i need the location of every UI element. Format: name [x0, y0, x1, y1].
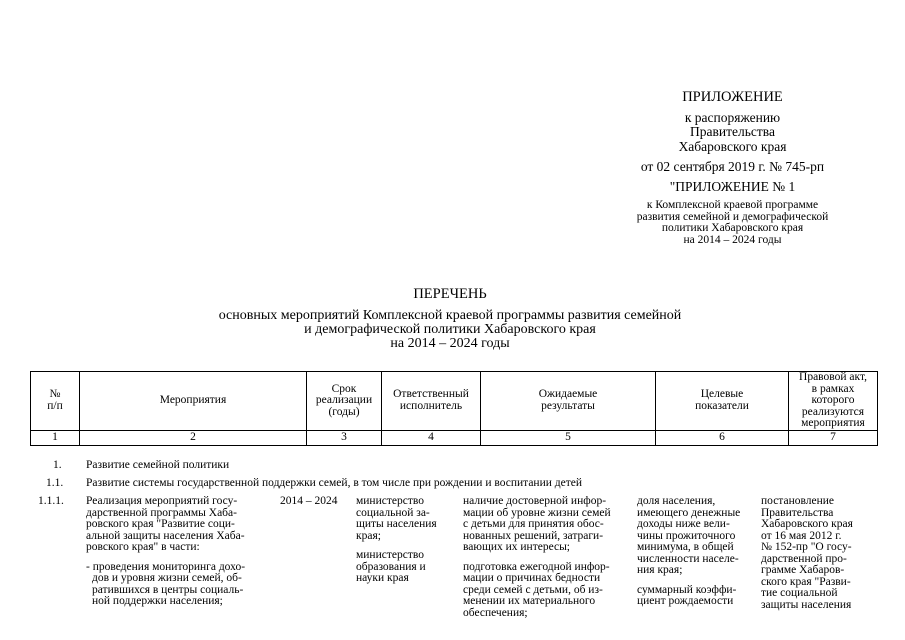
column-number: 6 — [656, 430, 789, 445]
appendix1-line: развития семейной и демографической — [636, 210, 829, 223]
appendix1-note — [610, 200, 855, 246]
header-number: № п/п — [31, 372, 80, 431]
row-number: 1.1.1. — [38, 495, 64, 507]
order-date: от 02 сентября 2019 г. № 745-рп — [640, 158, 825, 174]
column-number-row — [31, 430, 878, 445]
section-number: 1.1. — [46, 477, 64, 489]
order-line: Хабаровского края — [678, 138, 787, 154]
appendix-title: ПРИЛОЖЕНИЕ — [682, 89, 783, 105]
header-results: Ожидаемые результаты — [481, 372, 656, 431]
header-row — [31, 372, 878, 431]
title-heading: ПЕРЕЧЕНЬ — [413, 286, 487, 302]
order-line: Правительства — [690, 124, 775, 140]
section-title: Развитие семейной политики — [86, 459, 230, 471]
title-line: и демографической политики Хабаровского края — [304, 322, 596, 338]
column-number: 4 — [382, 430, 481, 445]
measures-table-header — [30, 371, 878, 446]
order-line: к распоряжению — [684, 110, 781, 126]
header-indicators: Целевые показатели — [656, 372, 789, 431]
period-cell: 2014 – 2024 — [280, 495, 338, 507]
column-number: 7 — [789, 430, 878, 445]
column-number: 1 — [31, 430, 80, 445]
document-title — [150, 287, 750, 352]
column-number: 5 — [481, 430, 656, 445]
indicators-cell: доля населения, имеющего денежные доходы ниже вели- чины прожиточного минимума, в общей численности населе- ния края; суммарный коэффи- циент рождаемости — [637, 495, 741, 607]
section-title: Развитие системы государственной поддержки семей, в том числе при рождении и воспитании детей — [86, 477, 583, 489]
results-cell: наличие достоверной инфор- мации об уровне жизни семей с детьми для принятия обос- нованных решений, затраги- вающих их интересы; подготовка ежегодной инфор- мации о причинах бедности среди семей с детьми, об из- менении их материального обеспечения; — [463, 495, 611, 619]
appendix-block — [610, 90, 855, 246]
appendix1-line: к Комплексной краевой программе — [646, 199, 819, 212]
section-number: 1. — [53, 459, 62, 471]
title-line: основных мероприятий Комплексной краевой программы развития семейной — [218, 307, 682, 323]
title-line: на 2014 – 2024 годы — [390, 336, 510, 352]
measures-cell: Реализация мероприятий госу- дарственной программы Хаба- ровского края "Развитие соци- альной защиты населения Хаба- ровского края" в части: - проведения мониторинга дохо- дов и уровня жизни семей, об- ратившихся в центры социаль- ной поддержки населения; — [86, 495, 246, 607]
appendix1-line: на 2014 – 2024 годы — [683, 233, 782, 246]
legal-act-cell: постановление Правительства Хабаровского края от 16 мая 2012 г. № 152-пр "О госу- дарственной про- грамме Хабаров- ского края "Разви- тие социальной защиты населения — [761, 495, 853, 611]
executor-cell: министерство социальной за- щиты населения края; министерство образования и науки края — [356, 495, 437, 584]
header-executor: Ответственный исполнитель — [382, 372, 481, 431]
appendix1-line: политики Хабаровского края — [661, 222, 804, 235]
column-number: 3 — [307, 430, 382, 445]
header-legal-act: Правовой акт, в рамках которого реализуются мероприятия — [789, 372, 878, 431]
header-period: Срок реализации (годы) — [307, 372, 382, 431]
header-measures: Мероприятия — [80, 372, 307, 431]
appendix1-title: "ПРИЛОЖЕНИЕ № 1 — [669, 178, 796, 194]
column-number: 2 — [80, 430, 307, 445]
